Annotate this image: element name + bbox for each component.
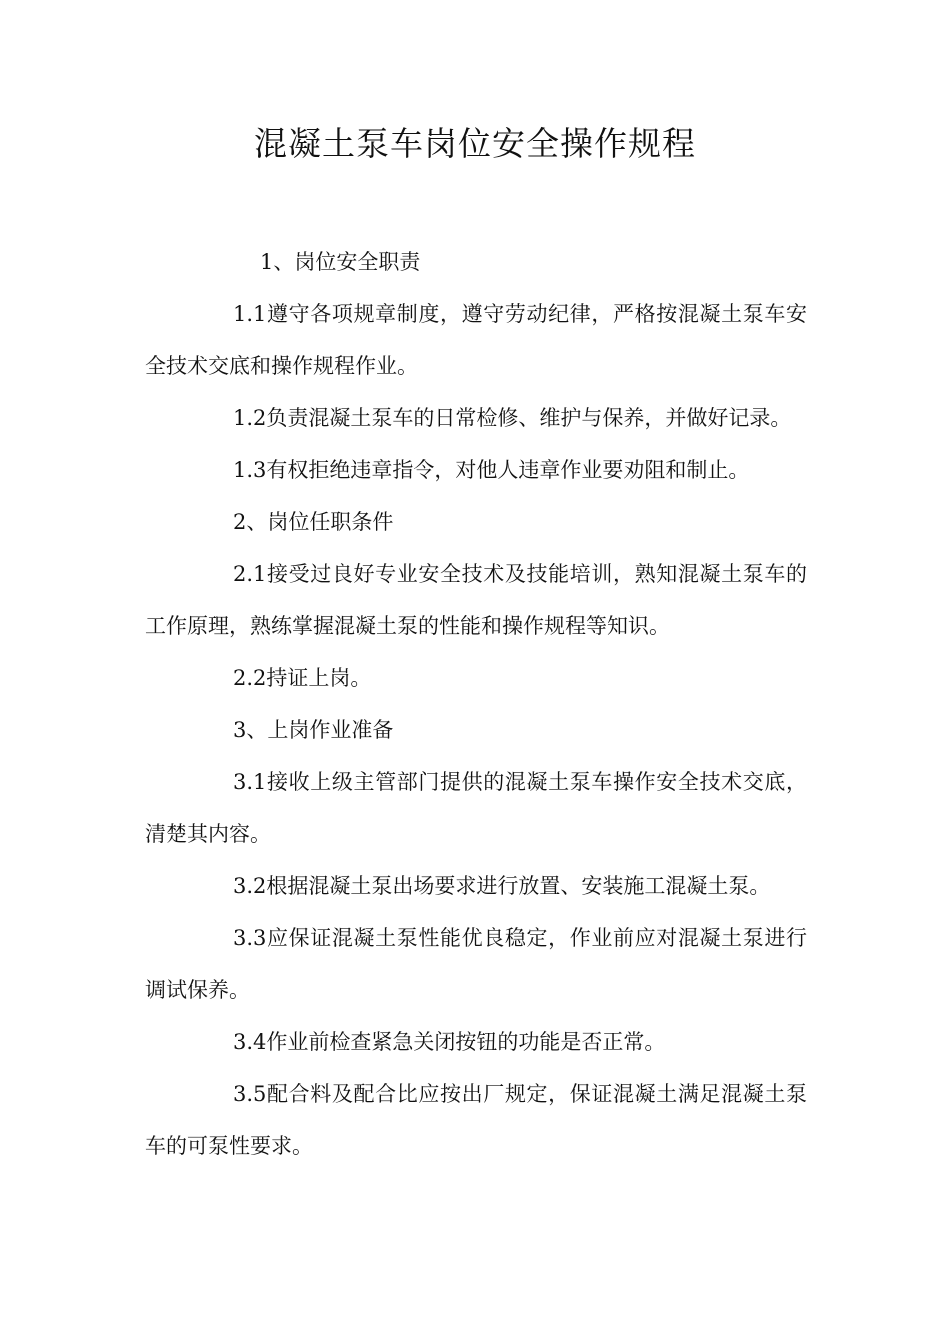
- paragraph-3-3: 3.3应保证混凝土泵性能优良稳定，作业前应对混凝土泵进行调试保养。: [145, 926, 807, 1002]
- paragraph-1-3: 1.3有权拒绝违章指令，对他人违章作业要劝阻和制止。: [233, 458, 750, 482]
- document-title: 混凝土泵车岗位安全操作规程: [254, 124, 696, 163]
- paragraph-2-2: 2.2持证上岗。: [233, 666, 372, 690]
- section-heading-1: 1、岗位安全职责: [260, 250, 421, 274]
- paragraph-2-1: 2.1接受过良好专业安全技术及技能培训，熟知混凝土泵车的工作原理，熟练掌握混凝土泵的性能和操作规程等知识。: [145, 562, 807, 638]
- section-heading-3: 3、上岗作业准备: [233, 718, 394, 742]
- section-heading-2: 2、岗位任职条件: [233, 510, 394, 534]
- document-body: [145, 236, 807, 1172]
- paragraph-1-1: 1.1遵守各项规章制度，遵守劳动纪律，严格按混凝土泵车安全技术交底和操作规程作业。: [145, 302, 807, 378]
- paragraph-1-2: 1.2负责混凝土泵车的日常检修、维护与保养，并做好记录。: [233, 406, 792, 430]
- paragraph-3-5: 3.5配合料及配合比应按出厂规定，保证混凝土满足混凝土泵车的可泵性要求。: [145, 1082, 807, 1158]
- paragraph-3-1: 3.1接收上级主管部门提供的混凝土泵车操作安全技术交底，清楚其内容。: [145, 770, 807, 846]
- paragraph-3-4: 3.4作业前检查紧急关闭按钮的功能是否正常。: [233, 1030, 666, 1054]
- paragraph-3-2: 3.2根据混凝土泵出场要求进行放置、安装施工混凝土泵。: [233, 874, 771, 898]
